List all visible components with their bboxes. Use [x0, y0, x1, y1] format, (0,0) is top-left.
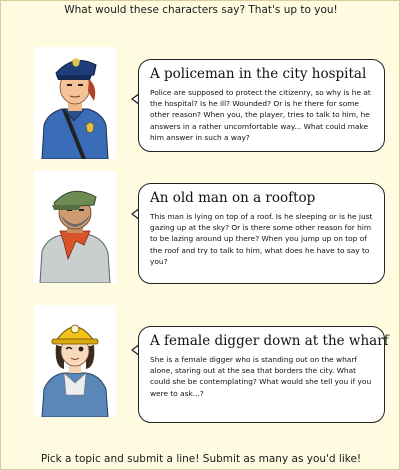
topic-card-old-man[interactable]	[138, 183, 385, 284]
topic-title: A female digger down at the wharf	[150, 333, 389, 349]
old-man-portrait[interactable]	[34, 171, 116, 283]
topic-title: A policeman in the city hospital	[150, 66, 367, 82]
topic-card-policeman[interactable]	[138, 59, 385, 152]
page-footer: Pick a topic and submit a line! Submit as many as you'd like!	[40, 453, 362, 465]
policeman-portrait[interactable]	[34, 47, 116, 159]
page-header: What would these characters say? That's up to you!	[64, 4, 338, 16]
topic-title: An old man on a rooftop	[150, 190, 316, 206]
female-digger-portrait[interactable]	[34, 305, 116, 417]
topic-card-female-digger[interactable]	[138, 326, 389, 423]
topic-description: This man is lying on top of a roof. Is he sleeping or is he just gazing up at the sky? Or is there some other reason for him to be lazing around up there? When you jump up on top of the roof and try to talk to him, what does he have to say to you?	[150, 212, 373, 266]
topic-description: Police are supposed to protect the citizenry, so why is he at the hospital? Is he ill? Wounded? Or is he there for some other reason? When you, the player, tries to talk to him, he answers in a rather uncomfortable way... What could make him answer in such a way?	[150, 88, 371, 142]
topic-description: She is a female digger who is standing out on the wharf alone, staring out at the sea that borders the city. What could she be contemplating? What would she tell you if you were to ask...?	[150, 355, 372, 398]
